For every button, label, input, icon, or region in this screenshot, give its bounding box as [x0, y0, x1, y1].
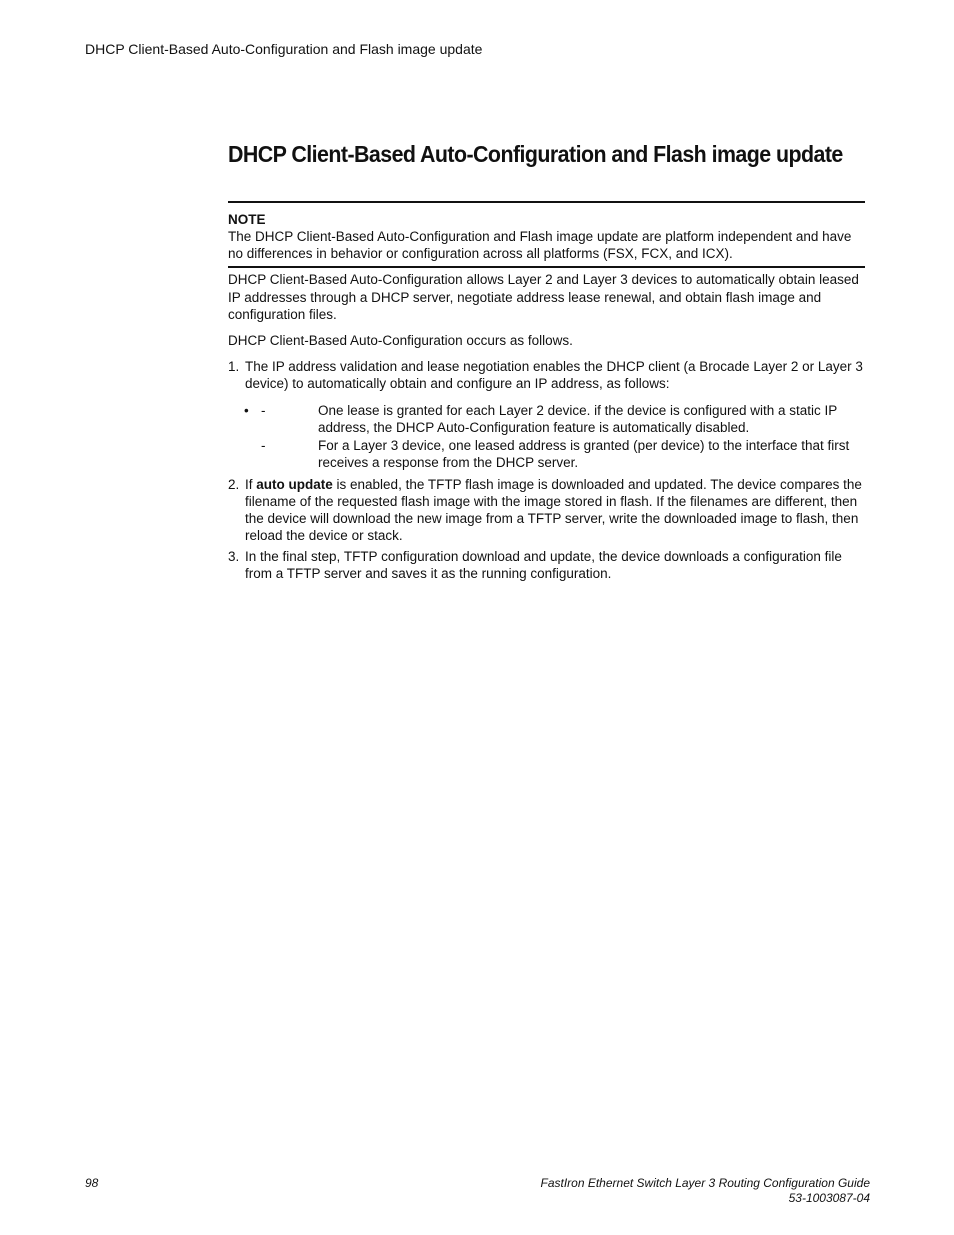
step-text-part: is enabled, the TFTP flash image is downloaded and updated. The device compares the filename of the requested flash image with the image stored in flash. If the filenames are different, then the device will download the new image from a TFTP server, write the downloaded image to flash, then reload the device or stack. [245, 477, 862, 543]
steps-intro-paragraph: DHCP Client-Based Auto-Configuration occurs as follows. [228, 333, 573, 348]
step-text: In the final step, TFTP configuration download and update, the device downloads a configuration file from a TFTP server and saves it as the running configuration. [245, 549, 842, 581]
running-header: DHCP Client-Based Auto-Configuration and Flash image update [85, 41, 483, 57]
step-text: The IP address validation and lease negotiation enables the DHCP client (a Brocade Layer 2 or Layer 3 device) to automatically obtain and configure an IP address, as follows: [245, 359, 863, 391]
step-2 [228, 476, 868, 544]
dash-marker: - [261, 403, 266, 418]
doc-number: 53-1003087-04 [788, 1191, 870, 1205]
note-box [228, 201, 865, 268]
step-number: 2. [228, 477, 240, 492]
guide-title: FastIron Ethernet Switch Layer 3 Routing Configuration Guide [540, 1176, 870, 1190]
section-title: DHCP Client-Based Auto-Configuration and Flash image update [228, 141, 843, 167]
page-number: 98 [85, 1176, 99, 1190]
bullet-marker: • [244, 403, 249, 418]
step-3 [228, 548, 868, 582]
sub-item-text: One lease is granted for each Layer 2 device. if the device is configured with a static IP address, the DHCP Auto-Configuration feature is automatically disabled. [318, 403, 838, 435]
step-number: 3. [228, 549, 240, 564]
step-number: 1. [228, 359, 240, 374]
dash-marker: - [261, 438, 266, 453]
sub-item-text: For a Layer 3 device, one leased address is granted (per device) to the interface that first receives a response from the DHCP server. [318, 438, 850, 470]
step-text-part: If [245, 477, 257, 492]
note-text: The DHCP Client-Based Auto-Configuration and Flash image update are platform independent and have no differences in behavior or configuration across all platforms (FSX, FCX, and ICX). [228, 229, 852, 261]
note-label: NOTE [228, 212, 266, 227]
intro-paragraph: DHCP Client-Based Auto-Configuration allows Layer 2 and Layer 3 devices to automatically obtain leased IP addresses through a DHCP server, negotiate address lease renewal, and obtain flash image and configuration files. [228, 272, 859, 322]
auto-update-term: auto update [256, 477, 333, 492]
footer-info [540, 1176, 870, 1206]
step-1 [228, 358, 868, 392]
step-text [245, 476, 868, 544]
